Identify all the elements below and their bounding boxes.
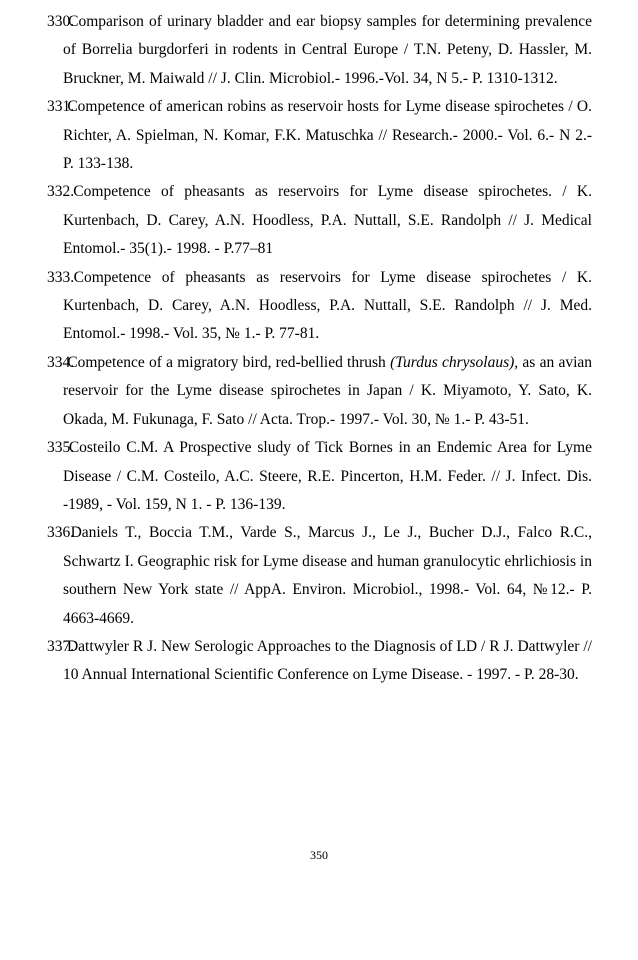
- reference-number: 336.: [47, 524, 75, 542]
- reference-item: [47, 93, 592, 178]
- reference-number: 331.: [47, 98, 75, 116]
- reference-text: Daniels T., Boccia T.M., Varde S., Marcus J., Le J., Bucher D.J., Falco R.C., Schwartz I. Geographic risk for Lyme disease and human granulocytic ehrlichiosis in southern New York state // AppA. Environ. Microbiol., 1998.- Vol. 64, №12.- P. 4663-4669.: [63, 524, 592, 627]
- reference-text: Costeilo C.M. A Prospective sludy of Tick Bornes in an Endemic Area for Lyme Disease / C.M. Costeilo, A.C. Steere, R.E. Pincerton, H.M. Feder. // J. Infect. Dis. -1989, - Vol. 159, N 1. - P. 136-139.: [63, 439, 592, 513]
- reference-number: 333.: [47, 268, 75, 286]
- reference-text: Competence of american robins as reservoir hosts for Lyme disease spirochetes / O. Richter, A. Spielman, N. Komar, F.K. Matuschka // Research.- 2000.- Vol. 6.- N 2.- P. 133-138.: [63, 98, 592, 173]
- reference-number: 335.: [47, 439, 75, 457]
- reference-text: Competence of pheasants as reservoirs for Lyme disease spirochetes / K. Kurtenbach, D. Carey, A.N. Hoodless, P.A. Nuttall, S.E. Randolph // J. Med. Entomol.- 1998.- Vol. 35, № 1.- P. 77-81.: [63, 268, 593, 343]
- reference-number: 330.: [47, 13, 75, 30]
- reference-item: [47, 178, 592, 263]
- reference-number: 332.: [47, 183, 75, 201]
- reference-text: Comparison of urinary bladder and ear biopsy samples for determining prevalence of Borrelia burgdorferi in rodents in Central Europe / T.N. Peteny, D. Hassler, M. Bruckner, M. Maiwald // J. Clin. Microbiol.- 1996.-Vol. 34, N 5.- P. 1310-1312.: [63, 13, 593, 87]
- reference-item: [47, 434, 592, 519]
- species-name-italic: (Turdus chrysolaus),: [390, 353, 519, 371]
- reference-number: 334.: [47, 353, 75, 371]
- reference-item: [47, 349, 592, 434]
- reference-item: [47, 633, 592, 690]
- reference-item: [47, 8, 592, 93]
- reference-text: Dattwyler R J. New Serologic Approaches to the Diagnosis of LD / R J. Dattwyler // 10 Annual International Scientific Conference on Lyme Disease. - 1997. - P. 28-30.: [63, 637, 592, 684]
- reference-text: Competence of a migratory bird, red-bellied thrush (Turdus chrysolaus), as an avian reservoir for the Lyme disease spirochetes in Japan / K. Miyamoto, Y. Sato, K. Okada, M. Fukunaga, F. Sato // Acta. Trop.- 1997.- Vol. 30, № 1.- P. 43-51.: [63, 353, 593, 428]
- page-number: 350: [310, 848, 328, 862]
- reference-item: [47, 264, 592, 349]
- reference-item: [47, 519, 592, 633]
- reference-text: Competence of pheasants as reservoirs for Lyme disease spirochetes. / K. Kurtenbach, D. Carey, A.N. Hoodless, P.A. Nuttall, S.E. Randolph // J. Medical Entomol.- 35(1).- 1998. - P.77–81: [63, 183, 592, 258]
- reference-list: [47, 8, 592, 690]
- reference-number: 337.: [47, 637, 75, 655]
